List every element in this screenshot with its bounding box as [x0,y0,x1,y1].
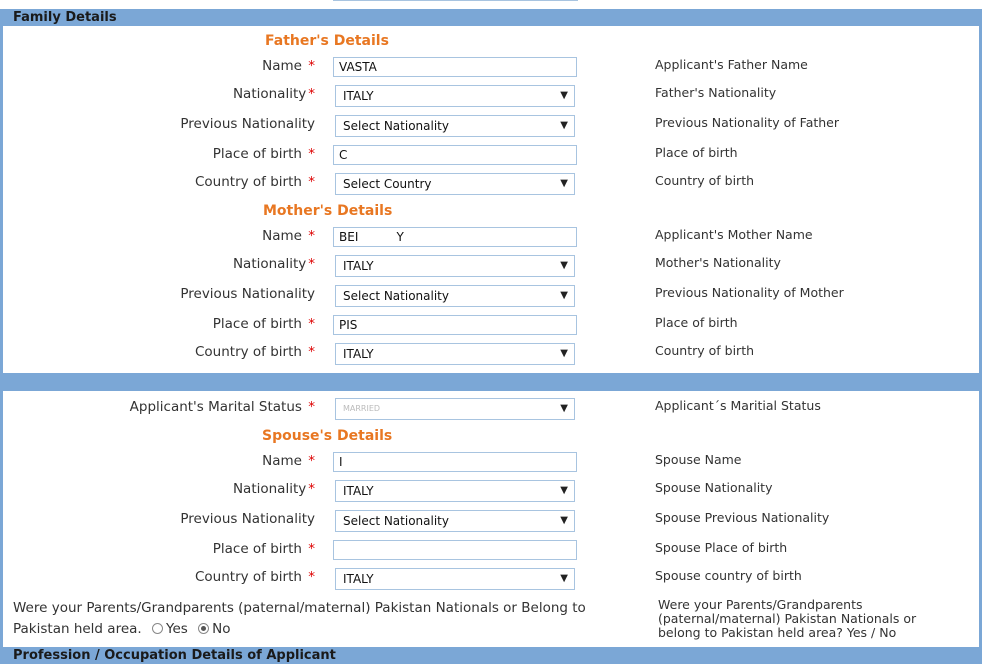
section-title-family: Family Details [13,10,117,25]
father-cob-select[interactable]: Select Country ▼ [335,173,575,195]
father-name-input[interactable]: VASTA [333,57,577,77]
father-pob-label: Place of birth * [212,146,315,162]
mother-nationality-select[interactable]: ITALY ▼ [335,255,575,277]
father-prev-nationality-hint: Previous Nationality of Father [655,115,840,130]
radio-yes[interactable] [152,623,163,634]
chevron-down-icon: ▼ [560,515,568,526]
father-nationality-select[interactable]: ITALY ▼ [335,85,575,107]
father-heading: Father's Details [265,33,389,49]
chevron-down-icon: ▼ [560,485,568,496]
pakistan-question [13,598,633,640]
pakistan-question-hint: Were your Parents/Grandparents (paternal/maternal) Pakistan Nationals or belong to Pakistan held area? Yes / No [658,597,917,640]
mother-heading: Mother's Details [263,203,393,219]
frame-left [0,9,3,664]
chevron-down-icon: ▼ [560,290,568,301]
required-mark: * [308,569,315,585]
required-mark: * [308,174,315,190]
required-mark: * [308,541,315,557]
spouse-prev-nationality-label: Previous Nationality [180,511,315,527]
mother-pob-label: Place of birth * [212,316,315,332]
spouse-heading: Spouse's Details [262,428,393,444]
mother-name-hint: Applicant's Mother Name [655,227,813,242]
father-prev-nationality-label: Previous Nationality [180,116,315,132]
father-nationality-label: Nationality * [232,86,315,102]
spouse-pob-label: Place of birth * [212,541,315,557]
spouse-cob-hint: Spouse country of birth [655,568,802,583]
marital-status-label: Applicant's Marital Status * [129,399,315,415]
required-mark: * [308,146,315,162]
mother-pob-input[interactable]: PIS [333,315,577,335]
marital-status-select[interactable]: $^{MARRIED}$ ▼ [335,398,575,420]
mother-nationality-label: Nationality * [232,256,315,272]
radio-yes-label: Yes [166,621,188,637]
mother-prev-nationality-label: Previous Nationality [180,286,315,302]
father-pob-hint: Place of birth [655,145,738,160]
mother-name-label: Name * [262,228,315,244]
spouse-cob-select[interactable]: ITALY ▼ [335,568,575,590]
mother-prev-nationality-select[interactable]: Select Nationality ▼ [335,285,575,307]
father-nationality-hint: Father's Nationality [655,85,777,100]
required-mark: * [308,58,315,74]
pakistan-question-text: Were your Parents/Grandparents (paternal/maternal) Pakistan Nationals or Belong to Pakistan held area. [13,600,586,637]
section-separator [3,373,979,391]
chevron-down-icon: ▼ [560,90,568,101]
spouse-prev-nationality-select[interactable]: Select Nationality ▼ [335,510,575,532]
father-prev-nationality-select[interactable]: Select Nationality ▼ [335,115,575,137]
chevron-down-icon: ▼ [560,260,568,271]
radio-no[interactable] [198,623,209,634]
required-mark: * [308,86,315,102]
top-input-edge [333,0,578,1]
required-mark: * [308,316,315,332]
section-title-profession: Profession / Occupation Details of Applicant [13,648,336,663]
spouse-nationality-select[interactable]: ITALY ▼ [335,480,575,502]
mother-pob-hint: Place of birth [655,315,738,330]
chevron-down-icon: ▼ [560,120,568,131]
mother-cob-hint: Country of birth [655,343,755,358]
spouse-nationality-label: Nationality * [232,481,315,497]
father-cob-label: Country of birth * [195,174,315,190]
required-mark: * [308,228,315,244]
spouse-pob-input[interactable] [333,540,577,560]
section-header-family [3,9,979,26]
father-name-label: Name * [262,58,315,74]
radio-no-label: No [212,621,231,637]
spouse-pob-hint: Spouse Place of birth [655,540,788,555]
spouse-nationality-hint: Spouse Nationality [655,480,773,495]
spouse-name-input[interactable]: I [333,452,577,472]
chevron-down-icon: ▼ [560,403,568,414]
required-mark: * [308,399,315,415]
mother-nationality-hint: Mother's Nationality [655,255,781,270]
marital-status-hint: Applicant´s Maritial Status [655,398,821,413]
chevron-down-icon: ▼ [560,348,568,359]
spouse-prev-nationality-hint: Spouse Previous Nationality [655,510,830,525]
mother-cob-label: Country of birth * [195,344,315,360]
spouse-name-label: Name * [262,453,315,469]
required-mark: * [308,453,315,469]
father-name-hint: Applicant's Father Name [655,57,808,72]
required-mark: * [308,481,315,497]
father-cob-hint: Country of birth [655,173,755,188]
mother-name-input[interactable]: BEI Y [333,227,577,247]
mother-cob-select[interactable]: ITALY ▼ [335,343,575,365]
mother-prev-nationality-hint: Previous Nationality of Mother [655,285,844,300]
section-header-profession [3,647,979,664]
required-mark: * [308,256,315,272]
father-pob-input[interactable]: C [333,145,577,165]
chevron-down-icon: ▼ [560,178,568,189]
spouse-name-hint: Spouse Name [655,452,742,467]
spouse-cob-label: Country of birth * [195,569,315,585]
required-mark: * [308,344,315,360]
chevron-down-icon: ▼ [560,573,568,584]
